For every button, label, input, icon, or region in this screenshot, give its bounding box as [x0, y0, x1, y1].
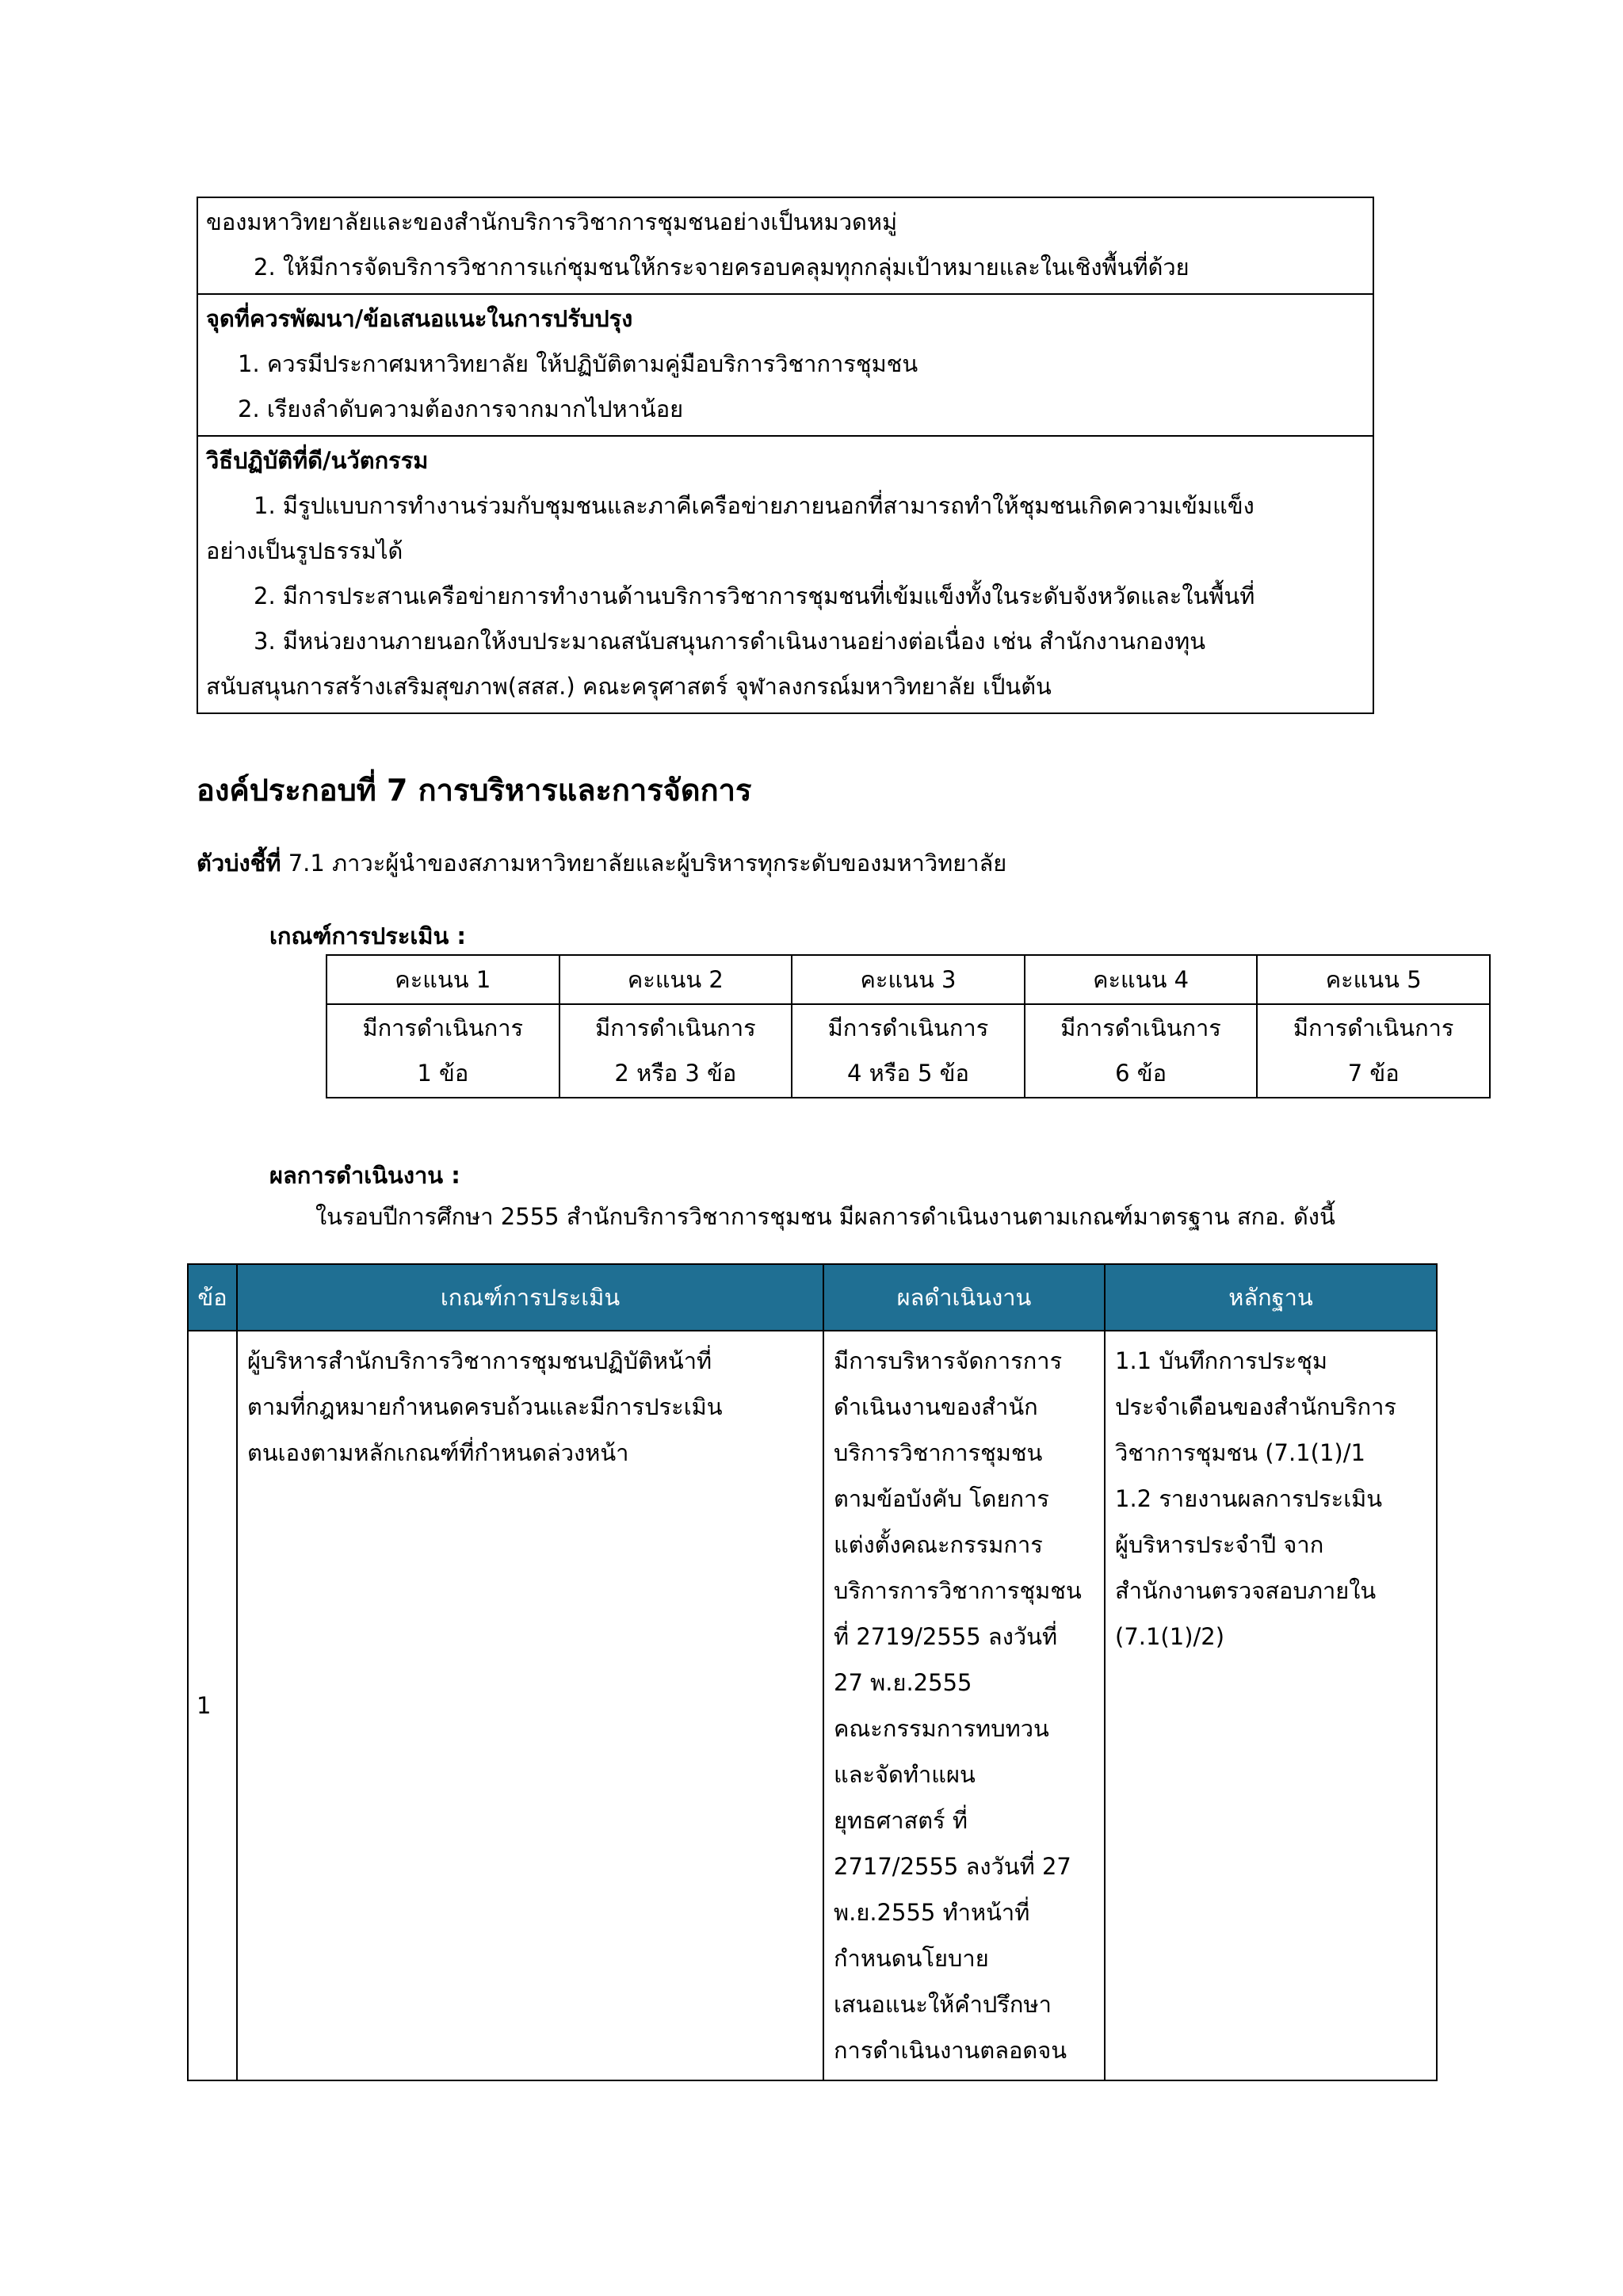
cell-line: (7.1(1)/2): [1115, 1623, 1225, 1650]
cell-line: ยุทธศาสตร์ ที่: [834, 1807, 968, 1834]
cell-line: 2717/2555 ลงวันที่ 27: [834, 1853, 1071, 1880]
cell-line: พ.ย.2555 ทำหน้าที่: [834, 1899, 1030, 1926]
section-heading: วิธีปฏิบัติที่ดี/นวัตกรรม: [206, 447, 429, 474]
cell-line: วิชาการชุมชน (7.1(1)/1: [1115, 1439, 1365, 1466]
strengths-section: [198, 198, 1373, 293]
cell-line: มีการบริหารจัดการการ: [834, 1347, 1063, 1374]
cell-line: เสนอแนะให้คำปรึกษา: [834, 1991, 1052, 2018]
indicator-label: ตัวบ่งชี้ที่: [197, 850, 281, 877]
text-line: 1. ควรมีประกาศมหาวิทยาลัย ให้ปฏิบัติตามคู่มือบริการวิชาการชุมชน: [238, 350, 918, 377]
results-table: [187, 1263, 1438, 2081]
score-cell: [559, 1004, 792, 1098]
text-line: สนับสนุนการสร้างเสริมสุขภาพ(สสส.) คณะครุศาสตร์ จุฬาลงกรณ์มหาวิทยาลัย เป็นต้น: [206, 673, 1052, 700]
cell-line: มีการดำเนินการ: [1293, 1014, 1454, 1041]
cell-line: มีการดำเนินการ: [362, 1014, 524, 1041]
indicator-line: [197, 845, 1006, 881]
section-heading: จุดที่ควรพัฒนา/ข้อเสนอแนะในการปรับปรุง: [206, 305, 633, 332]
score-cell: [1257, 1004, 1490, 1098]
component-heading: องค์ประกอบที่ 7 การบริหารและการจัดการ: [197, 773, 752, 808]
cell-line: 6 ข้อ: [1115, 1060, 1167, 1087]
text-line: 3. มีหน่วยงานภายนอกให้งบประมาณสนับสนุนการดำเนินงานอย่างต่อเนื่อง เช่น สำนักงานกองทุน: [254, 628, 1206, 655]
best-practice-section: [198, 435, 1373, 712]
cell-line: 27 พ.ย.2555: [834, 1669, 972, 1696]
results-heading: ผลการดำเนินงาน :: [269, 1162, 460, 1189]
indicator-text: 7.1 ภาวะผู้นำของสภามหาวิทยาลัยและผู้บริหารทุกระดับของมหาวิทยาลัย: [281, 850, 1007, 877]
score-cell: [1025, 1004, 1258, 1098]
text-line: อย่างเป็นรูปธรรมได้: [206, 537, 403, 564]
cell-line: ผู้บริหารสำนักบริการวิชาการชุมชนปฏิบัติหน้าที่: [247, 1347, 712, 1374]
criteria-heading: เกณฑ์การประเมิน :: [269, 923, 466, 949]
score-cell: [327, 1004, 559, 1098]
score-table: [326, 954, 1491, 1098]
cell-line: มีการดำเนินการ: [595, 1014, 756, 1041]
text-line: 2. ให้มีการจัดบริการวิชาการแก่ชุมชนให้กระจายครอบคลุมทุกกลุ่มเป้าหมายและในเชิงพื้นที่ด้วย: [254, 254, 1190, 281]
cell-line: และจัดทำแผน: [834, 1761, 976, 1788]
score-header-cell: คะแนน 5: [1257, 955, 1490, 1004]
score-body-row: [327, 1004, 1490, 1098]
evidence-cell: [1105, 1331, 1437, 2080]
cell-line: 7 ข้อ: [1347, 1060, 1400, 1087]
cell-line: สำนักงานตรวจสอบภายใน: [1115, 1577, 1377, 1604]
improvement-section: [198, 293, 1373, 435]
cell-line: ตามที่กฎหมายกำหนดครบถ้วนและมีการประเมิน: [247, 1393, 723, 1420]
cell-line: 4 หรือ 5 ข้อ: [847, 1060, 969, 1087]
text-line: 2. เรียงลำดับความต้องการจากมากไปหาน้อย: [238, 395, 684, 422]
cell-line: ตนเองตามหลักเกณฑ์ที่กำหนดล่วงหน้า: [247, 1439, 629, 1466]
score-header-cell: คะแนน 4: [1025, 955, 1258, 1004]
cell-line: 1.1 บันทึกการประชุม: [1115, 1347, 1328, 1374]
score-header-row: [327, 955, 1490, 1004]
cell-line: กำหนดนโยบาย: [834, 1945, 989, 1972]
cell-line: ตามข้อบังคับ โดยการ: [834, 1485, 1049, 1512]
result-cell: [823, 1331, 1105, 2080]
cell-line: การดำเนินงานตลอดจน: [834, 2037, 1067, 2064]
header-criteria: เกณฑ์การประเมิน: [237, 1264, 823, 1331]
text-line: 1. มีรูปแบบการทำงานร่วมกับชุมชนและภาคีเครือข่ายภายนอกที่สามารถทำให้ชุมชนเกิดความเข้มแข็ง: [254, 492, 1254, 519]
cell-line: คณะกรรมการทบทวน: [834, 1715, 1049, 1742]
score-header-cell: คะแนน 1: [327, 955, 559, 1004]
cell-line: 1 ข้อ: [417, 1060, 469, 1087]
score-header-cell: คะแนน 2: [559, 955, 792, 1004]
score-cell: [792, 1004, 1025, 1098]
cell-line: ดำเนินงานของสำนัก: [834, 1393, 1038, 1420]
summary-box: [197, 197, 1374, 714]
cell-line: 2 หรือ 3 ข้อ: [614, 1060, 737, 1087]
cell-line: ที่ 2719/2555 ลงวันที่: [834, 1623, 1058, 1650]
row-number: 1: [188, 1331, 237, 2080]
cell-line: ประจำเดือนของสำนักบริการ: [1115, 1393, 1396, 1420]
text-line: ของมหาวิทยาลัยและของสำนักบริการวิชาการชุมชนอย่างเป็นหมวดหมู่: [206, 208, 898, 235]
cell-line: บริการการวิชาการชุมชน: [834, 1577, 1082, 1604]
header-evidence: หลักฐาน: [1105, 1264, 1437, 1331]
cell-line: มีการดำเนินการ: [1060, 1014, 1221, 1041]
header-result: ผลดำเนินงาน: [823, 1264, 1105, 1331]
table-row: [188, 1331, 1437, 2080]
score-header-cell: คะแนน 3: [792, 955, 1025, 1004]
text-line: 2. มีการประสานเครือข่ายการทำงานด้านบริการวิชาการชุมชนที่เข้มแข็งทั้งในระดับจังหวัดและในพื้นที่: [254, 583, 1255, 609]
cell-line: แต่งตั้งคณะกรรมการ: [834, 1531, 1043, 1558]
criteria-cell: [237, 1331, 823, 2080]
cell-line: 1.2 รายงานผลการประเมิน: [1115, 1485, 1383, 1512]
cell-line: บริการวิชาการชุมชน: [834, 1439, 1043, 1466]
cell-line: มีการดำเนินการ: [827, 1014, 989, 1041]
results-header-row: [188, 1264, 1437, 1331]
header-no: ข้อ: [188, 1264, 237, 1331]
results-intro: ในรอบปีการศึกษา 2555 สำนักบริการวิชาการชุมชน มีผลการดำเนินงานตามเกณฑ์มาตรฐาน สกอ. ดังนี้: [315, 1203, 1335, 1230]
cell-line: ผู้บริหารประจำปี จาก: [1115, 1531, 1324, 1558]
